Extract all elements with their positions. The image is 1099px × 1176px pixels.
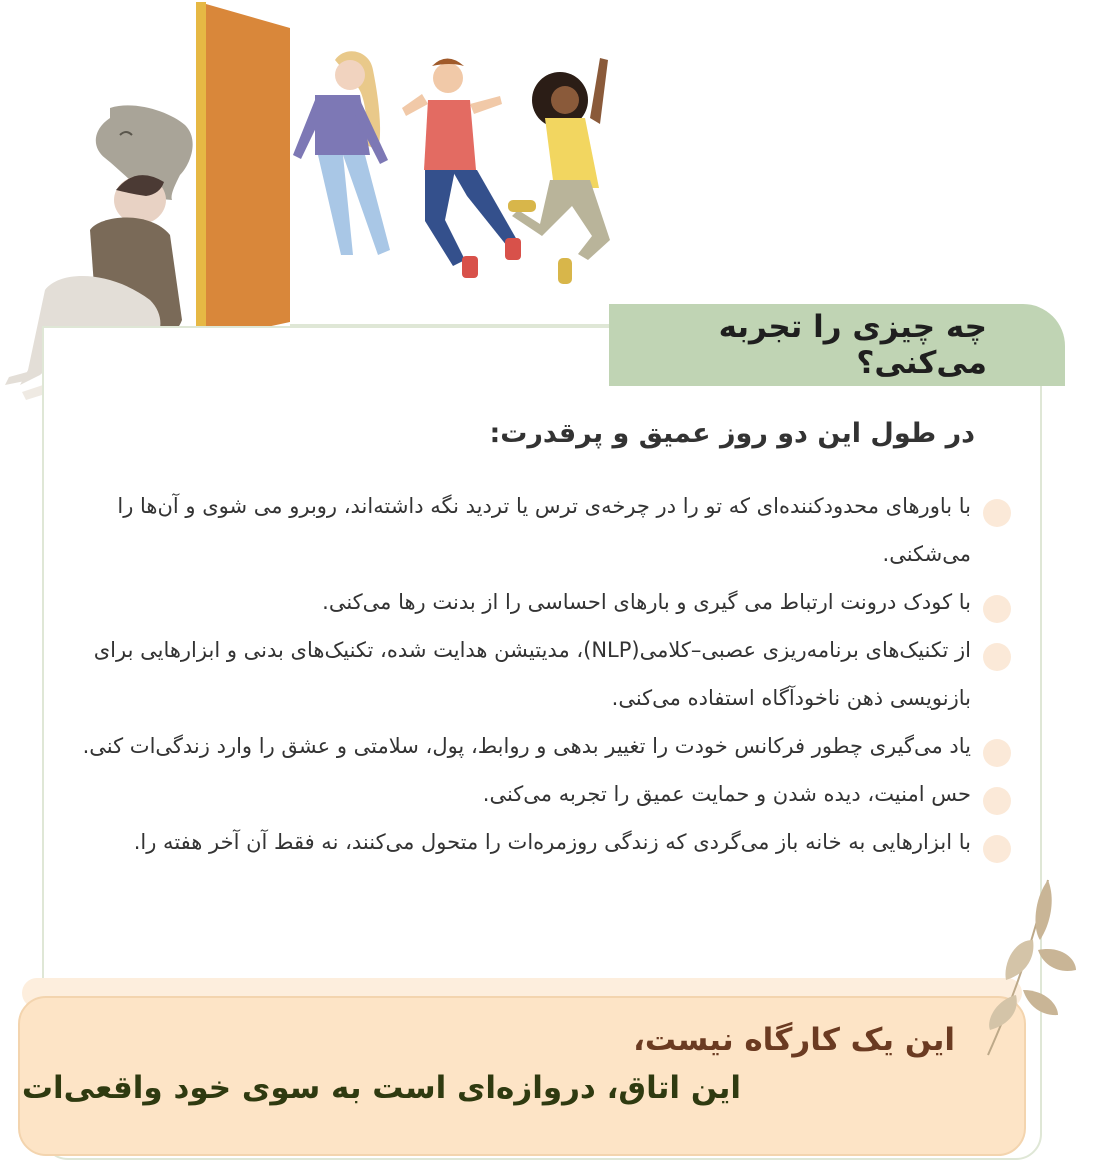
bullet-dot-icon <box>983 739 1011 767</box>
bullet-dot-icon <box>983 787 1011 815</box>
list-item <box>62 578 997 626</box>
page-title: چه چیزی را تجربه می‌کنی؟ <box>718 309 987 381</box>
list-item <box>62 722 997 770</box>
title-tab <box>609 304 1065 386</box>
list-item <box>62 482 997 578</box>
list-item-text: با کودک درونت ارتباط می گیری و بارهای احساسی را از بدنت رها می‌کنی. <box>322 590 971 614</box>
list-item-text: با باورهای محدودکننده‌ای که تو را در چرخه‌ی ترس یا تردید نگه داشته‌اند، روبرو می شوی و آن‌ها را می‌شکنی. <box>117 494 971 566</box>
closing-line-2: این اتاق، دروازه‌ای است به سوی خود واقعی‌ات <box>21 1070 741 1106</box>
leaf-branch-icon <box>978 870 1078 1060</box>
experience-list <box>62 482 997 866</box>
list-item <box>62 770 997 818</box>
open-door-illustration <box>196 2 290 340</box>
jumping-people-illustration <box>293 51 610 284</box>
bullet-dot-icon <box>983 643 1011 671</box>
closing-line-1: این یک کارگاه نیست، <box>633 1022 955 1058</box>
list-item-text: حس امنیت، دیده شدن و حمایت عمیق را تجربه می‌کنی. <box>482 782 971 806</box>
list-item <box>62 626 997 722</box>
bullet-dot-icon <box>983 499 1011 527</box>
list-item-text: از تکنیک‌های برنامه‌ریزی عصبی–کلامی(NLP)، مدیتیشن هدایت شده، تکنیک‌های بدنی و ابزارهایی برای بازنویسی ذهن ناخودآگاه استفاده می‌کنی. <box>93 638 971 710</box>
list-item <box>62 818 997 866</box>
bullet-dot-icon <box>983 595 1011 623</box>
list-item-text: یاد می‌گیری چطور فرکانس خودت را تغییر بدهی و روابط، پول، سلامتی و عشق را وارد زندگی‌ات کنی. <box>82 734 971 758</box>
list-item-text: با ابزارهایی به خانه باز می‌گردی که زندگی روزمره‌ات را متحول می‌کنند، نه فقط آن آخر هفته را. <box>133 830 971 854</box>
intro-text: در طول این دو روز عمیق و پرقدرت: <box>489 418 975 449</box>
bullet-dot-icon <box>983 835 1011 863</box>
